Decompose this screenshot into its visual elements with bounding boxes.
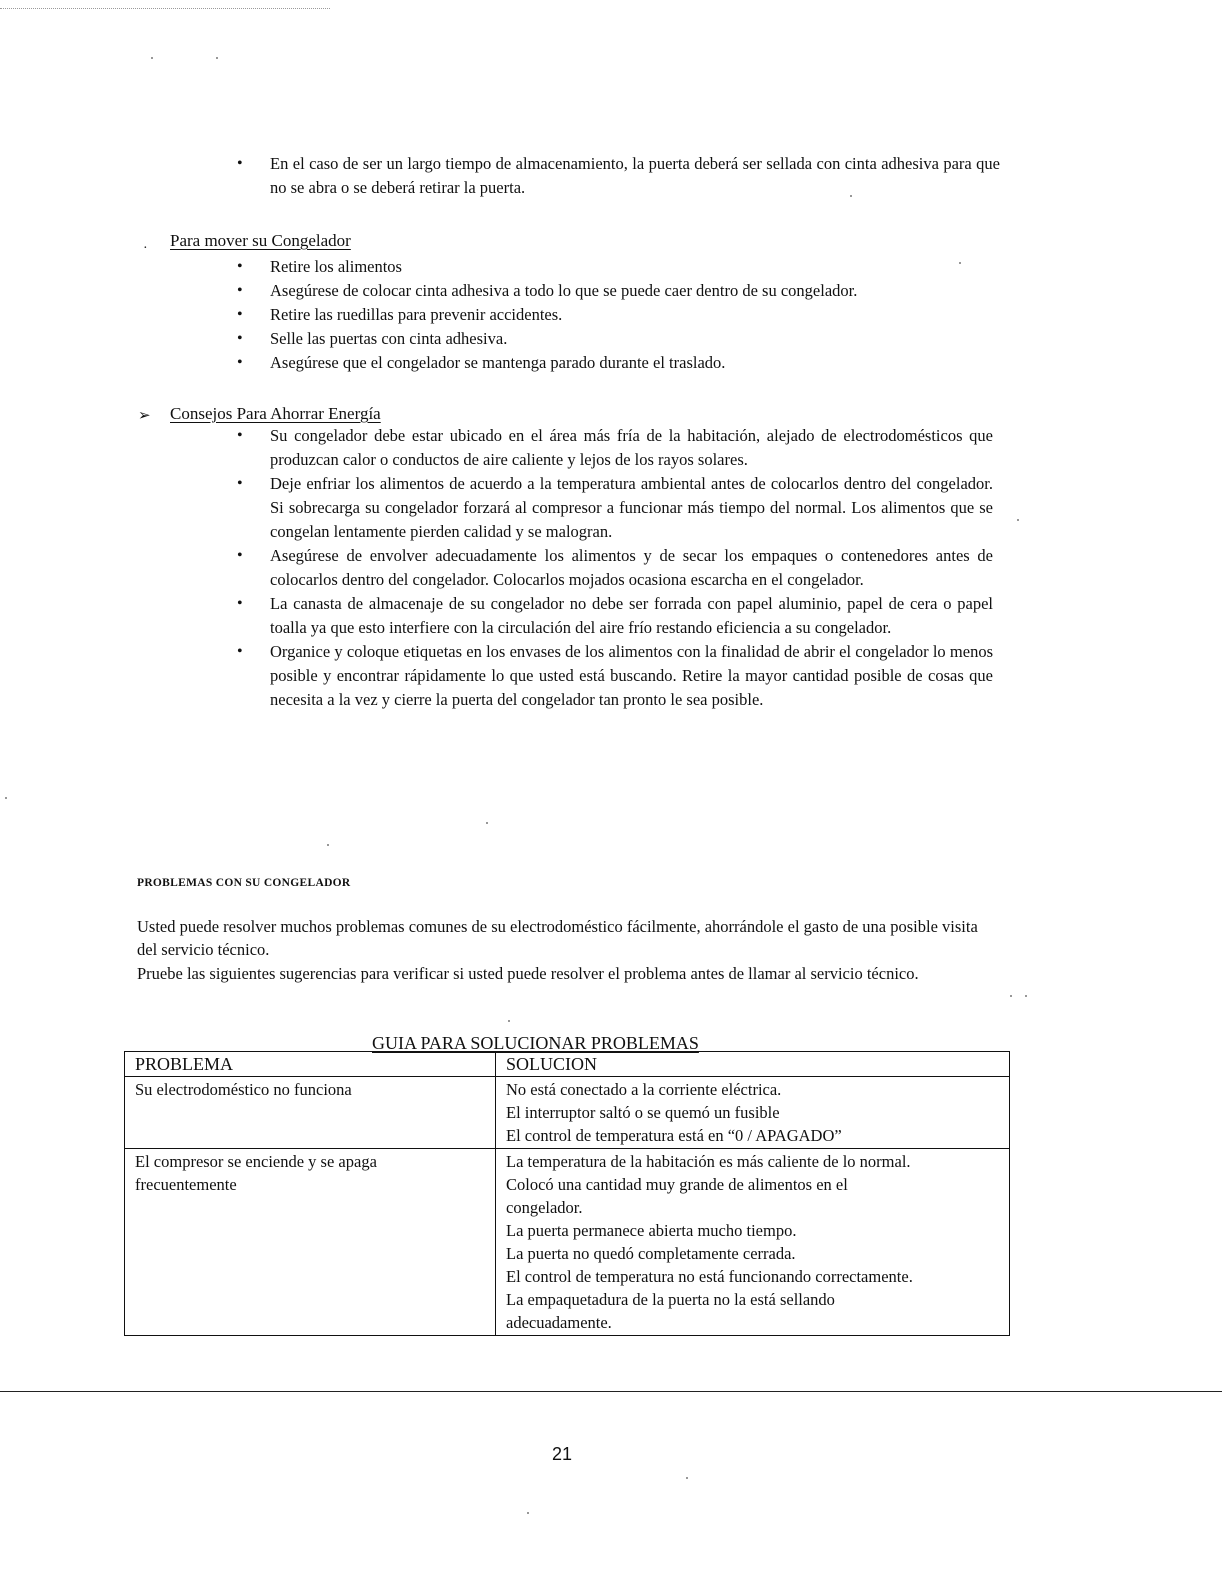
energy-tip: • Deje enfriar los alimentos de acuerdo a la temperatura ambiental antes de colocarlos dentro del congelador. Si sobrecarga su congelador forzará al compresor a funcionar más tiempo del normal. Los alimentos que se congelan lentamente pierden calidad y se malogran. <box>270 472 993 544</box>
moving-item: • Asegúrese que el congelador se mantenga parado durante el traslado. <box>270 351 1000 375</box>
section-dash-icon: · <box>143 241 148 256</box>
energy-tip: • Asegúrese de envolver adecuadamente los alimentos y de secar los empaques o contenedores antes de colocarlos dentro del congelador. Colocarlos mojados ocasiona escarcha en el congelador. <box>270 544 993 592</box>
energy-tip: • Organice y coloque etiquetas en los envases de los alimentos con la finalidad de abrir el congelador lo menos posible y encontrar rápidamente lo que usted está buscando. Retire la mayor cantidad posible de cosas que necesita a la vez y cierre la puerta del congelador tan pronto le sea posible. <box>270 640 993 712</box>
scan-speck <box>508 1020 510 1022</box>
intro-paragraph: Usted puede resolver muchos problemas comunes de su electrodoméstico fácilmente, ahorrándole el gasto de una posible visita del servicio técnico. <box>137 917 978 959</box>
column-header-problem: PROBLEMA <box>125 1052 496 1077</box>
energy-tip: • La canasta de almacenaje de su congelador no debe ser forrada con papel aluminio, papel de cera o papel toalla ya que esto interfiere con la circulación del aire frío restando eficiencia a su congelador. <box>270 592 993 640</box>
table-row <box>125 1149 1010 1336</box>
solution-line: Colocó una cantidad muy grande de alimentos en el <box>506 1175 848 1194</box>
scan-speck <box>527 1512 529 1514</box>
problems-heading: PROBLEMAS CON SU CONGELADOR <box>137 877 351 889</box>
footer-divider <box>0 1391 1222 1392</box>
solution-line: congelador. <box>506 1198 583 1217</box>
scan-speck <box>850 195 852 197</box>
scan-speck <box>327 844 329 846</box>
solution-cell <box>496 1077 1010 1149</box>
guide-title: GUIA PARA SOLUCIONAR PROBLEMAS <box>372 1033 699 1053</box>
table-header-row <box>125 1052 1010 1077</box>
solution-line: La puerta no quedó completamente cerrada. <box>506 1244 796 1263</box>
scan-speck <box>486 822 488 824</box>
arrow-bullet-icon: ➢ <box>138 408 151 424</box>
solution-line: La empaquetadura de la puerta no la está sellando <box>506 1290 835 1309</box>
troubleshooting-table <box>124 1051 1010 1336</box>
solution-line: El control de temperatura no está funcionando correctamente. <box>506 1267 913 1286</box>
moving-item: • Retire las ruedillas para prevenir accidentes. <box>270 303 1000 327</box>
moving-item: • Selle las puertas con cinta adhesiva. <box>270 327 1000 351</box>
scan-speck <box>216 57 218 59</box>
energy-list <box>270 424 993 712</box>
scan-speck <box>959 262 961 264</box>
problem-line: frecuentemente <box>135 1175 237 1194</box>
table-row <box>125 1077 1010 1149</box>
scan-artifact-line <box>0 8 330 11</box>
solution-cell <box>496 1149 1010 1336</box>
scan-speck <box>1010 995 1012 997</box>
moving-item: • Retire los alimentos <box>270 255 1000 279</box>
page-number: 21 <box>552 1444 573 1464</box>
column-header-solution: SOLUCION <box>496 1052 1010 1077</box>
solution-line: adecuadamente. <box>506 1313 612 1332</box>
intro-paragraph-2: Pruebe las siguientes sugerencias para verificar si usted puede resolver el problema antes de llamar al servicio técnico. <box>137 964 919 983</box>
scan-speck <box>1025 995 1027 997</box>
storage-section <box>270 152 1000 200</box>
problem-cell <box>125 1149 496 1336</box>
energy-tip: • Su congelador debe estar ubicado en el área más fría de la habitación, alejado de electrodomésticos que produzcan calor o conductos de aire caliente y lejos de los rayos solares. <box>270 424 993 472</box>
energy-heading: Consejos Para Ahorrar Energía <box>170 404 381 423</box>
solution-line: No está conectado a la corriente eléctrica. <box>506 1080 782 1099</box>
scan-speck <box>1017 519 1019 521</box>
problem-line: El compresor se enciende y se apaga <box>135 1152 377 1171</box>
problem-cell: Su electrodoméstico no funciona <box>125 1077 496 1149</box>
storage-bullet: • En el caso de ser un largo tiempo de almacenamiento, la puerta deberá ser sellada con cinta adhesiva para que no se abra o se deberá retirar la puerta. <box>270 152 1000 200</box>
moving-list <box>270 255 1000 375</box>
moving-heading: Para mover su Congelador <box>170 231 351 250</box>
solution-line: La temperatura de la habitación es más caliente de lo normal. <box>506 1152 911 1171</box>
moving-item: • Asegúrese de colocar cinta adhesiva a todo lo que se puede caer dentro de su congelador. <box>270 279 1000 303</box>
scan-speck <box>686 1477 688 1479</box>
solution-line: El control de temperatura está en “0 / APAGADO” <box>506 1126 842 1145</box>
solution-line: El interruptor saltó o se quemó un fusible <box>506 1103 780 1122</box>
scan-speck <box>5 797 7 799</box>
scan-speck <box>151 57 153 59</box>
solution-line: La puerta permanece abierta mucho tiempo. <box>506 1221 797 1240</box>
